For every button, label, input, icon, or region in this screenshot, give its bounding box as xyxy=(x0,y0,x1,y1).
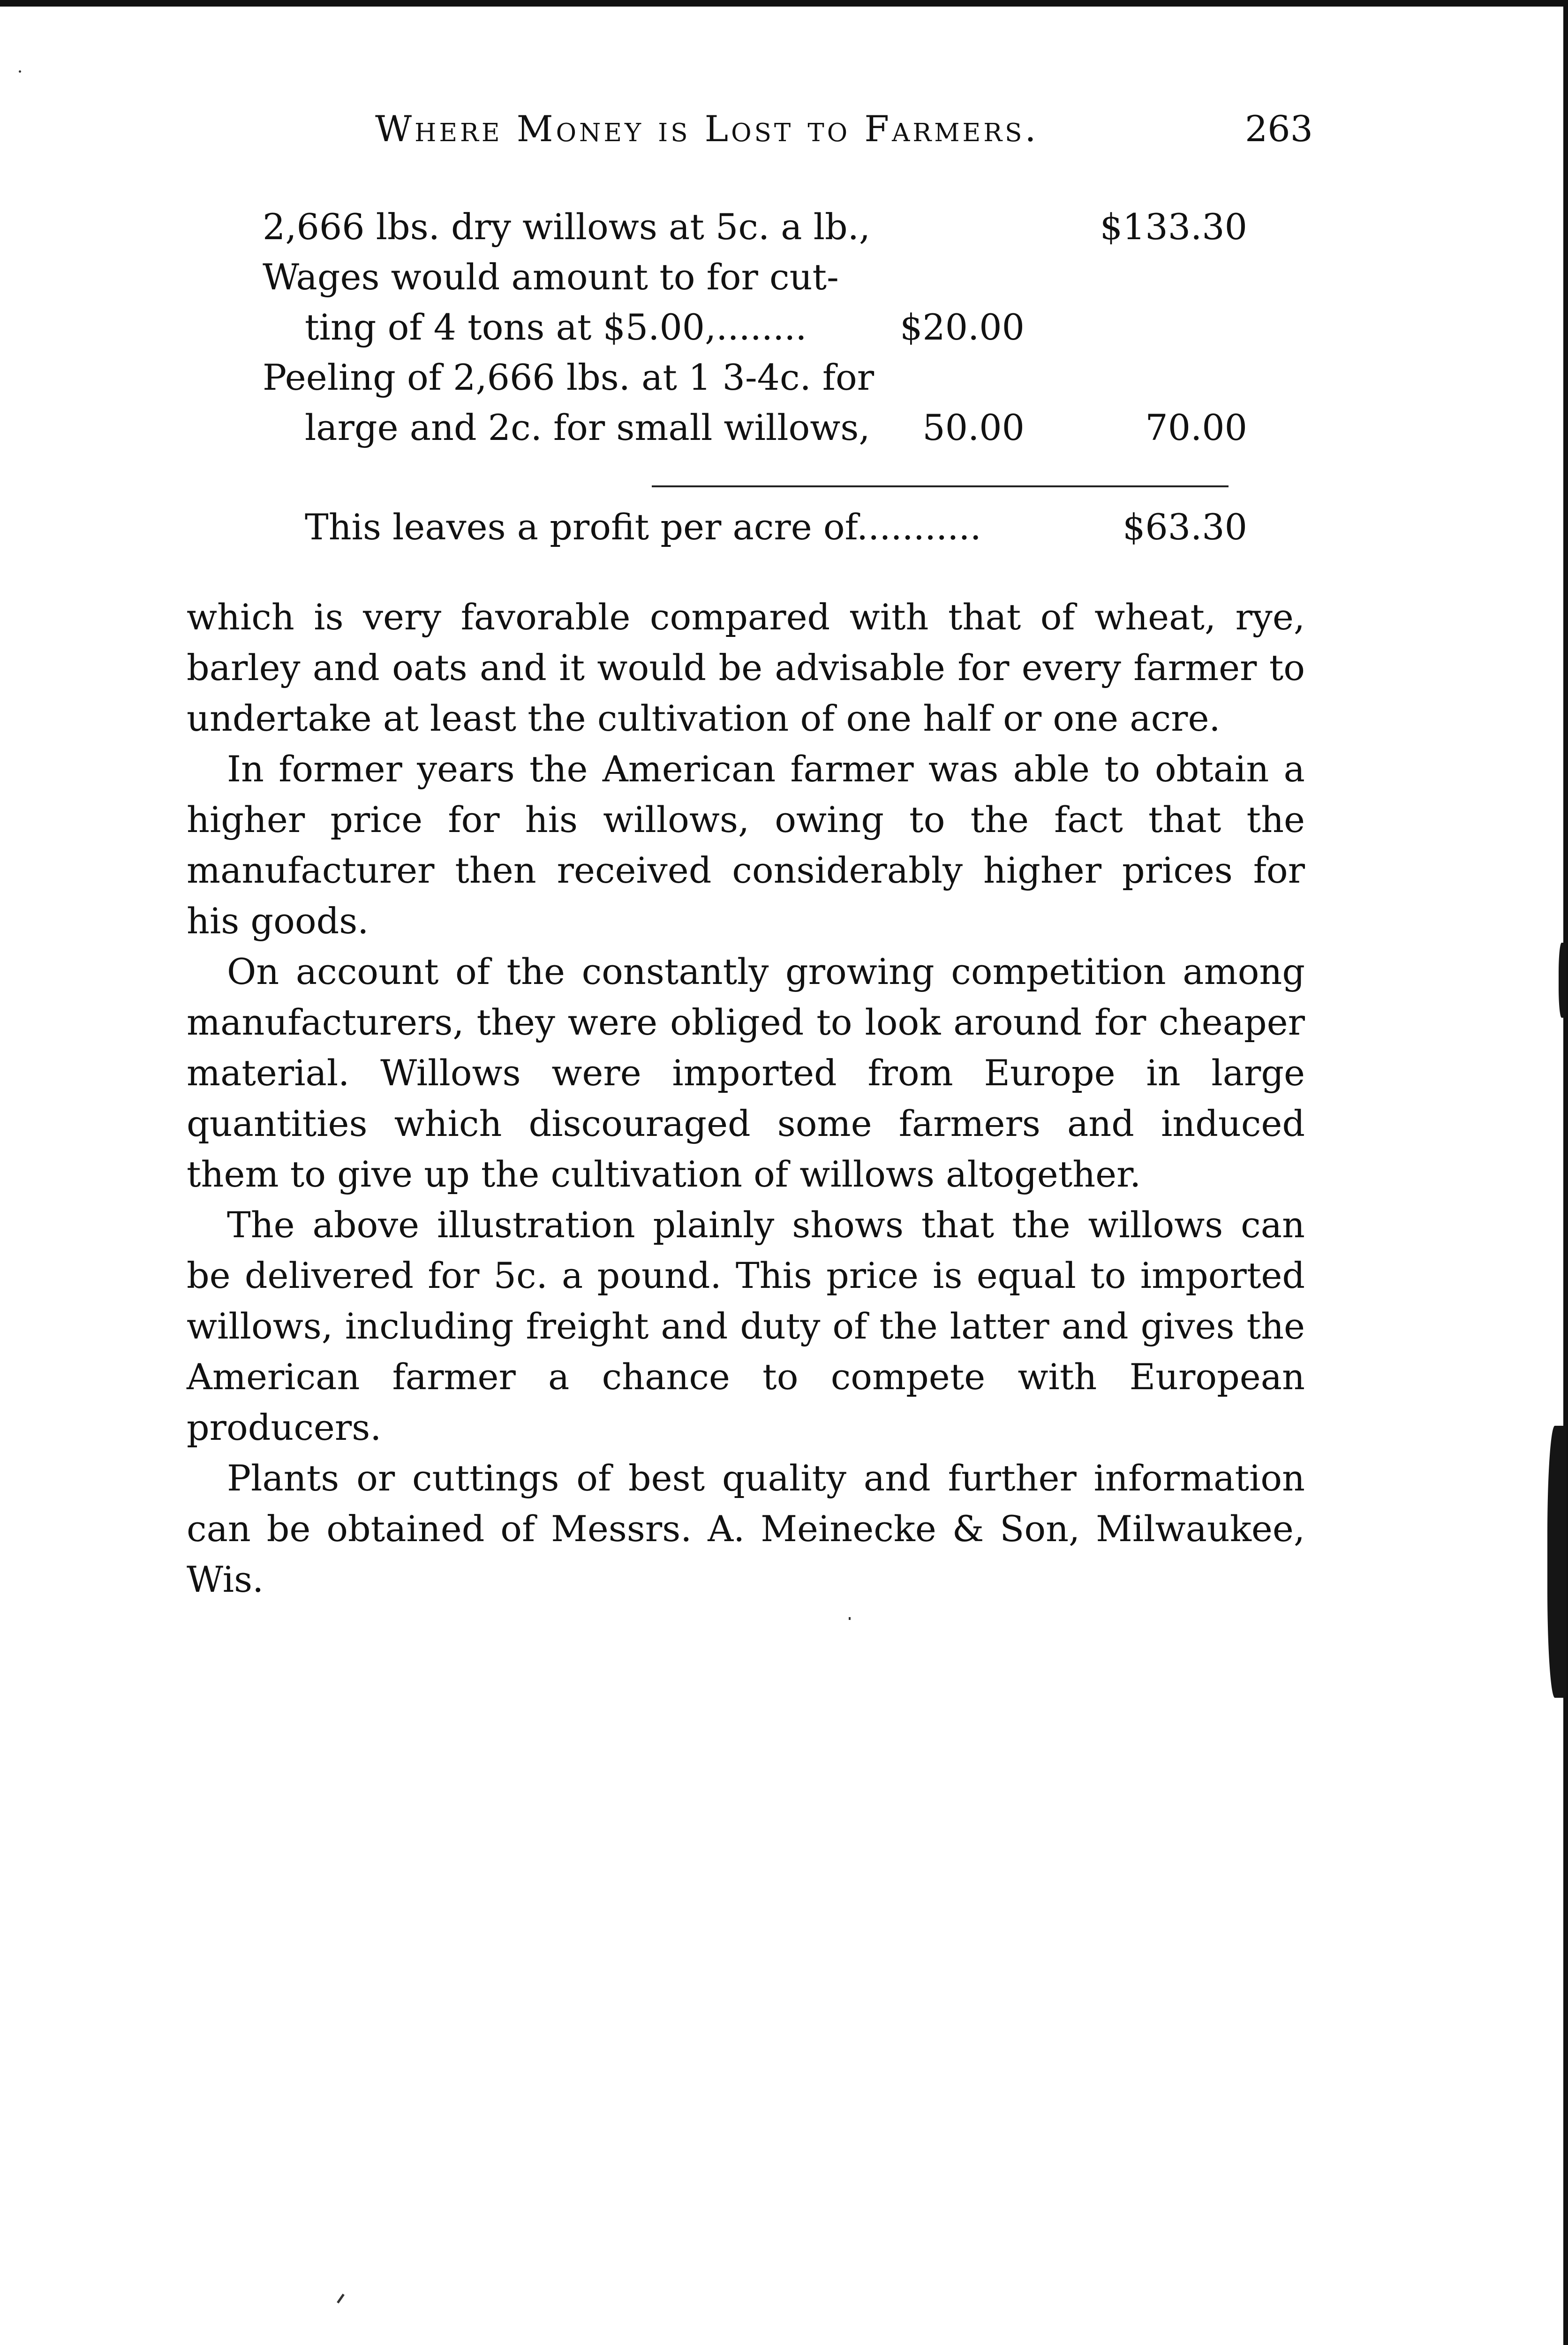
account-row-description: ting of 4 tons at $5.00,........ xyxy=(305,306,807,348)
paragraph: Plants or cuttings of best quality and further information can be obtained of Messrs. A. Meinecke & Son, Milwaukee, Wis. xyxy=(187,1457,1305,1600)
paragraph: The above illustration plainly shows that the willows can be delivered for 5c. a pound. This price is equal to imported willows, including freight and duty of the latter and gives the American farmer a chance to compete with European producers. xyxy=(187,1204,1305,1448)
account-row xyxy=(263,252,1247,302)
print-speck xyxy=(849,1617,851,1620)
profit-label: This leaves a profit per acre of........... xyxy=(305,506,981,548)
profit-line xyxy=(305,502,1247,552)
account-row-total: 70.00 xyxy=(1145,407,1247,448)
binding-mark-upper xyxy=(1559,943,1566,1018)
account-row-description: Peeling of 2,666 lbs. at 1 3-4c. for xyxy=(263,356,874,398)
page-number: 263 xyxy=(1244,108,1313,150)
account-row xyxy=(263,402,1247,453)
account-row-description: Wages would amount to for cut- xyxy=(263,256,839,298)
paragraph: On account of the constantly growing competition among manufacturers, they were obliged to look around for cheaper material. Willows were imported from Europe in large quantities which discouraged some farmers and induced them to give up the cultivation of willows altogether. xyxy=(187,951,1305,1195)
page-top-edge xyxy=(0,0,1568,7)
cost-account xyxy=(263,202,1247,453)
print-speck xyxy=(19,70,21,73)
page-header xyxy=(188,108,1313,159)
print-speck xyxy=(337,2294,345,2304)
body-text xyxy=(187,592,1305,1605)
account-row xyxy=(263,352,1247,402)
binding-mark-lower xyxy=(1547,1426,1566,1698)
account-row-subtotal: $20.00 xyxy=(900,306,1025,348)
account-row-description: large and 2c. for small willows, xyxy=(305,407,870,448)
account-row xyxy=(263,202,1247,252)
account-row-description: 2,666 lbs. dry willows at 5c. a lb., xyxy=(263,206,871,248)
paragraph: which is very favorable compared with that of wheat, rye, barley and oats and it would be advisable for every farmer to undertake at least the cultivation of one half or one acre. xyxy=(187,596,1305,739)
account-row-total: $133.30 xyxy=(1100,206,1247,248)
paragraph: In former years the American farmer was able to obtain a higher price for his willows, owing to the fact that the manufacturer then received considerably higher prices for his goods. xyxy=(187,748,1305,942)
account-row xyxy=(263,302,1247,352)
running-head: Where Money is Lost to Farmers. xyxy=(375,108,1039,150)
profit-value: $63.30 xyxy=(1123,506,1247,548)
page-right-edge xyxy=(1563,0,1568,2345)
account-row-subtotal: 50.00 xyxy=(922,407,1025,448)
sum-rule xyxy=(652,485,1229,487)
